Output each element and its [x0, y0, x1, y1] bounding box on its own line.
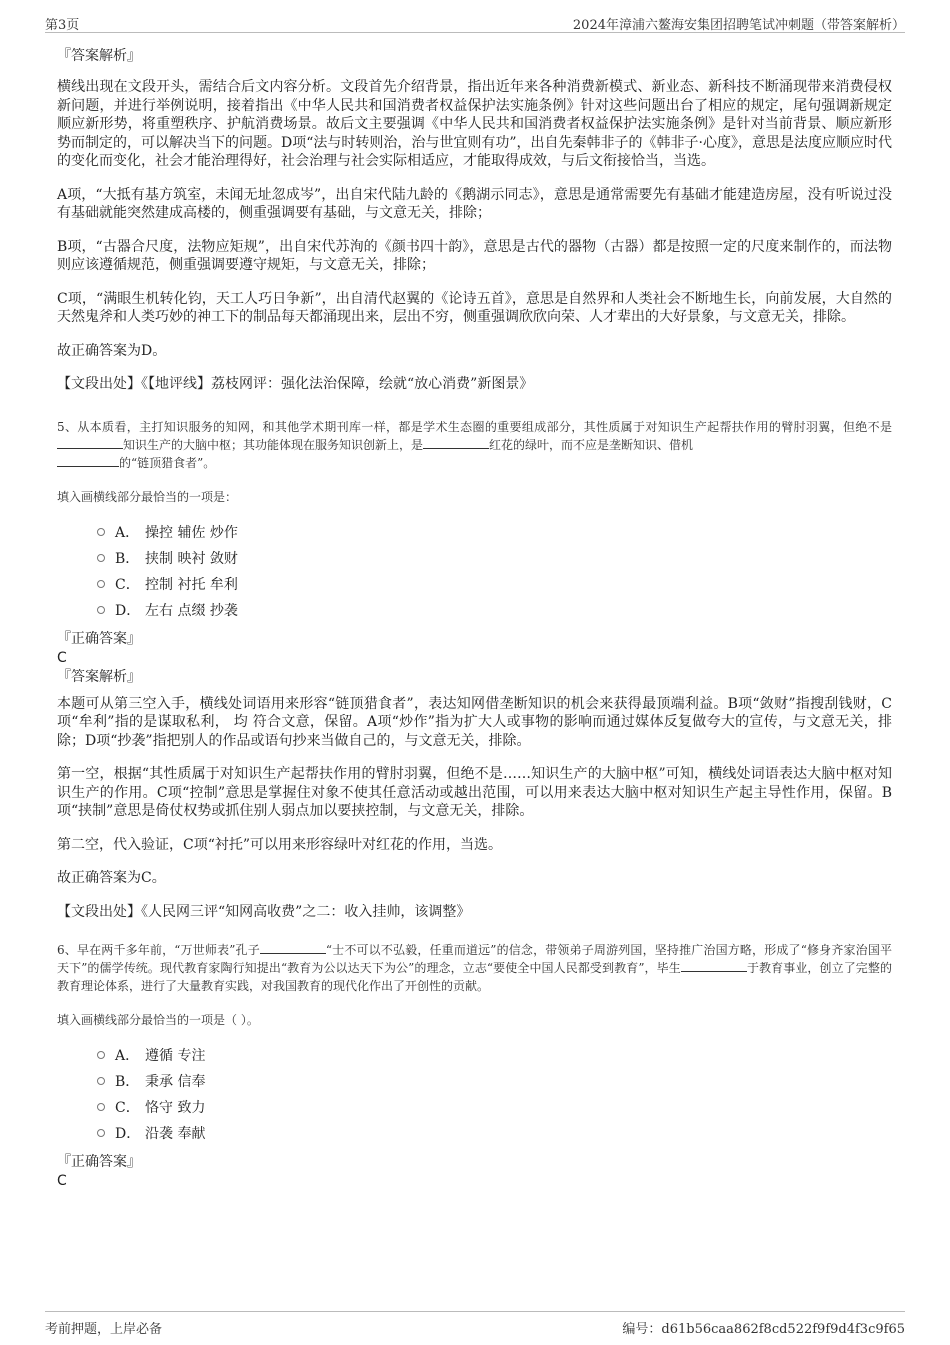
q5-correct-answer: C	[57, 649, 67, 666]
q4-analysis-tag: 『答案解析』	[57, 48, 141, 64]
q6-option-b[interactable]: B． 秉承 信奉	[57, 1068, 892, 1094]
q6-option-d[interactable]: D． 沿袭 奉献	[57, 1120, 892, 1146]
page-number: 第3页	[45, 18, 80, 33]
radio-icon[interactable]	[97, 606, 105, 614]
fill-blank	[681, 959, 747, 972]
q5-option-d[interactable]: D． 左右 点缀 抄袭	[57, 597, 892, 623]
q6-prompt: 填入画横线部分最恰当的一项是（ ）。	[57, 1013, 259, 1027]
page-content	[57, 46, 892, 1190]
q5-option-b[interactable]: B． 挟制 映衬 敛财	[57, 545, 892, 571]
radio-icon[interactable]	[97, 1077, 105, 1085]
q5-correct-tag: 『正确答案』	[57, 630, 141, 647]
radio-icon[interactable]	[97, 554, 105, 562]
footer-slogan: 考前押题，上岸必备	[45, 1322, 163, 1337]
q6-options	[57, 1042, 892, 1146]
fill-blank	[57, 436, 123, 449]
q4-analysis-para: 横线出现在文段开头，需结合后文内容分析。文段首先介绍背景，指出近年来各种消费新模式、新业态、新科技不断涌现带来消费侵权新问题，并进行举例说明，接着指出《中华人民共和国消费者权益保护法实施条例》针对这些问题出台了相应的规定，尾句强调新规定顺应新形势，将重塑秩序、护航消费场景。故后文主要强调《中华人民共和国消费者权益保护法实施条例》是针对当前背景、顺应新形势而制定的，可以解决当下的问题。D项“法与时转则治，治与世宜则有功”，出自先秦韩非子的《韩非子·心度》，意思是法度应顺应时代的变化而变化，社会才能治理得好，社会治理与社会实际相适应，才能取得成效，与后文衔接恰当，当选。	[57, 79, 892, 169]
page-header	[45, 12, 905, 33]
radio-icon[interactable]	[97, 580, 105, 588]
q4-source: 【文段出处】《【地评线】荔枝网评：强化法治保障，绘就“放心消费”新图景》	[57, 376, 534, 392]
q5-options	[57, 519, 892, 623]
q5-conclusion: 故正确答案为C。	[57, 870, 166, 886]
q4-analysis-para: C项，“满眼生机转化钧，天工人巧日争新”，出自清代赵翼的《论诗五首》，意思是自然界和人类社会不断地生长，向前发展，大自然的天然鬼斧和人类巧妙的神工下的制品每天都涌现出来，层出不穷，侧重强调欣欣向荣、人才辈出的大好景象，与文意无关，排除。	[57, 290, 892, 325]
q5-question: 5、从本质看，主打知识服务的知网，和其他学术期刊库一样，都是学术生态圈的重要组成部分，其性质属于对知识生产起帮扶作用的臂肘羽翼，但绝不是知识生产的大脑中枢；其功能体现在服务知识创新上，是 红花的绿叶，而不应是垄断知识、借机 的“链顶猎食者”。	[57, 419, 892, 470]
q6-correct-tag: 『正确答案』	[57, 1154, 141, 1170]
q4-analysis-para: B项，“古器合尺度，法物应矩规”，出自宋代苏洵的《颜书四十韵》，意思是古代的器物（古器）都是按照一定的尺度来制作的，而法物则应该遵循规范，侧重强调要遵守规矩，与文意无关，排除；	[57, 238, 892, 273]
document-id: 编号：d61b56caa862f8cd522f9f9d4f3c9f65	[622, 1322, 905, 1337]
q5-source: 【文段出处】《人民网三评“知网高收费”之二：收入挂帅，该调整》	[57, 903, 471, 920]
q4-conclusion: 故正确答案为D。	[57, 342, 167, 359]
page-footer	[45, 1311, 905, 1338]
fill-blank	[260, 941, 326, 954]
document-title: 2024年漳浦六鳌海安集团招聘笔试冲刺题（带答案解析）	[572, 18, 905, 33]
q6-correct-answer: C	[57, 1173, 67, 1189]
radio-icon[interactable]	[97, 1051, 105, 1059]
q5-prompt: 填入画横线部分最恰当的一项是：	[57, 489, 238, 504]
radio-icon[interactable]	[97, 1103, 105, 1111]
q6-option-c[interactable]: C． 恪守 致力	[57, 1094, 892, 1120]
q5-analysis-para: 本题可从第三空入手，横线处词语用来形容“链顶猎食者”，表达知网借垄断知识的机会来获得最顶端利益。B项“敛财”指搜刮钱财，C项“牟利”指的是谋取私利， 均 符合文意，保留。A项“炒作”指为扩大人或事物的影响而通过媒体反复做夸大的宣传，与文意无关，排除；D项“抄袭”指把别人的作品或语句抄来当做自己的，与文意无关，排除。	[57, 695, 892, 749]
q5-option-a[interactable]: A． 操控 辅佐 炒作	[57, 519, 892, 545]
radio-icon[interactable]	[97, 528, 105, 536]
fill-blank	[423, 436, 489, 449]
q4-analysis-para: A项，“大抵有基方筑室，未闻无址忽成岑”，出自宋代陆九龄的《鹅湖示同志》，意思是通常需要先有基础才能建造房屋，没有听说过没有基础就能突然建成高楼的，侧重强调要有基础，与文意无关，排除；	[57, 186, 892, 221]
radio-icon[interactable]	[97, 1129, 105, 1137]
q5-analysis-para: 第一空，根据“其性质属于对知识生产起帮扶作用的臂肘羽翼，但绝不是……知识生产的大脑中枢”可知，横线处词语表达大脑中枢对知识生产的作用。C项“控制”意思是掌握住对象不使其任意活动或越出范围，可以用来表达大脑中枢对知识生产起主导性作用，保留。B项“挟制”意思是倚仗权势或抓住别人弱点加以要挟控制，与文意无关，排除。	[57, 766, 892, 819]
q5-analysis-tag: 『答案解析』	[57, 668, 141, 685]
q6-option-a[interactable]: A． 遵循 专注	[57, 1042, 892, 1068]
q6-question: 6、早在两千多年前，“万世师表”孔子 “士不可以不弘毅，任重而道远”的信念，带领弟子周游列国，坚持推广治国方略，形成了“修身齐家治国平天下”的儒学传统。现代教育家陶行知提出“教育为公以达天下为公”的理念，立志“要使全中国人民都受到教育”，毕生 于教育事业，创立了完整的教育理论体系，进行了大量教育实践，对我国教育的现代化作出了开创性的贡献。	[57, 943, 893, 993]
q5-option-c[interactable]: C． 控制 衬托 牟利	[57, 571, 892, 597]
fill-blank	[57, 454, 119, 467]
q5-analysis-para: 第二空，代入验证，C项“衬托”可以用来形容绿叶对红花的作用，当选。	[57, 836, 503, 853]
